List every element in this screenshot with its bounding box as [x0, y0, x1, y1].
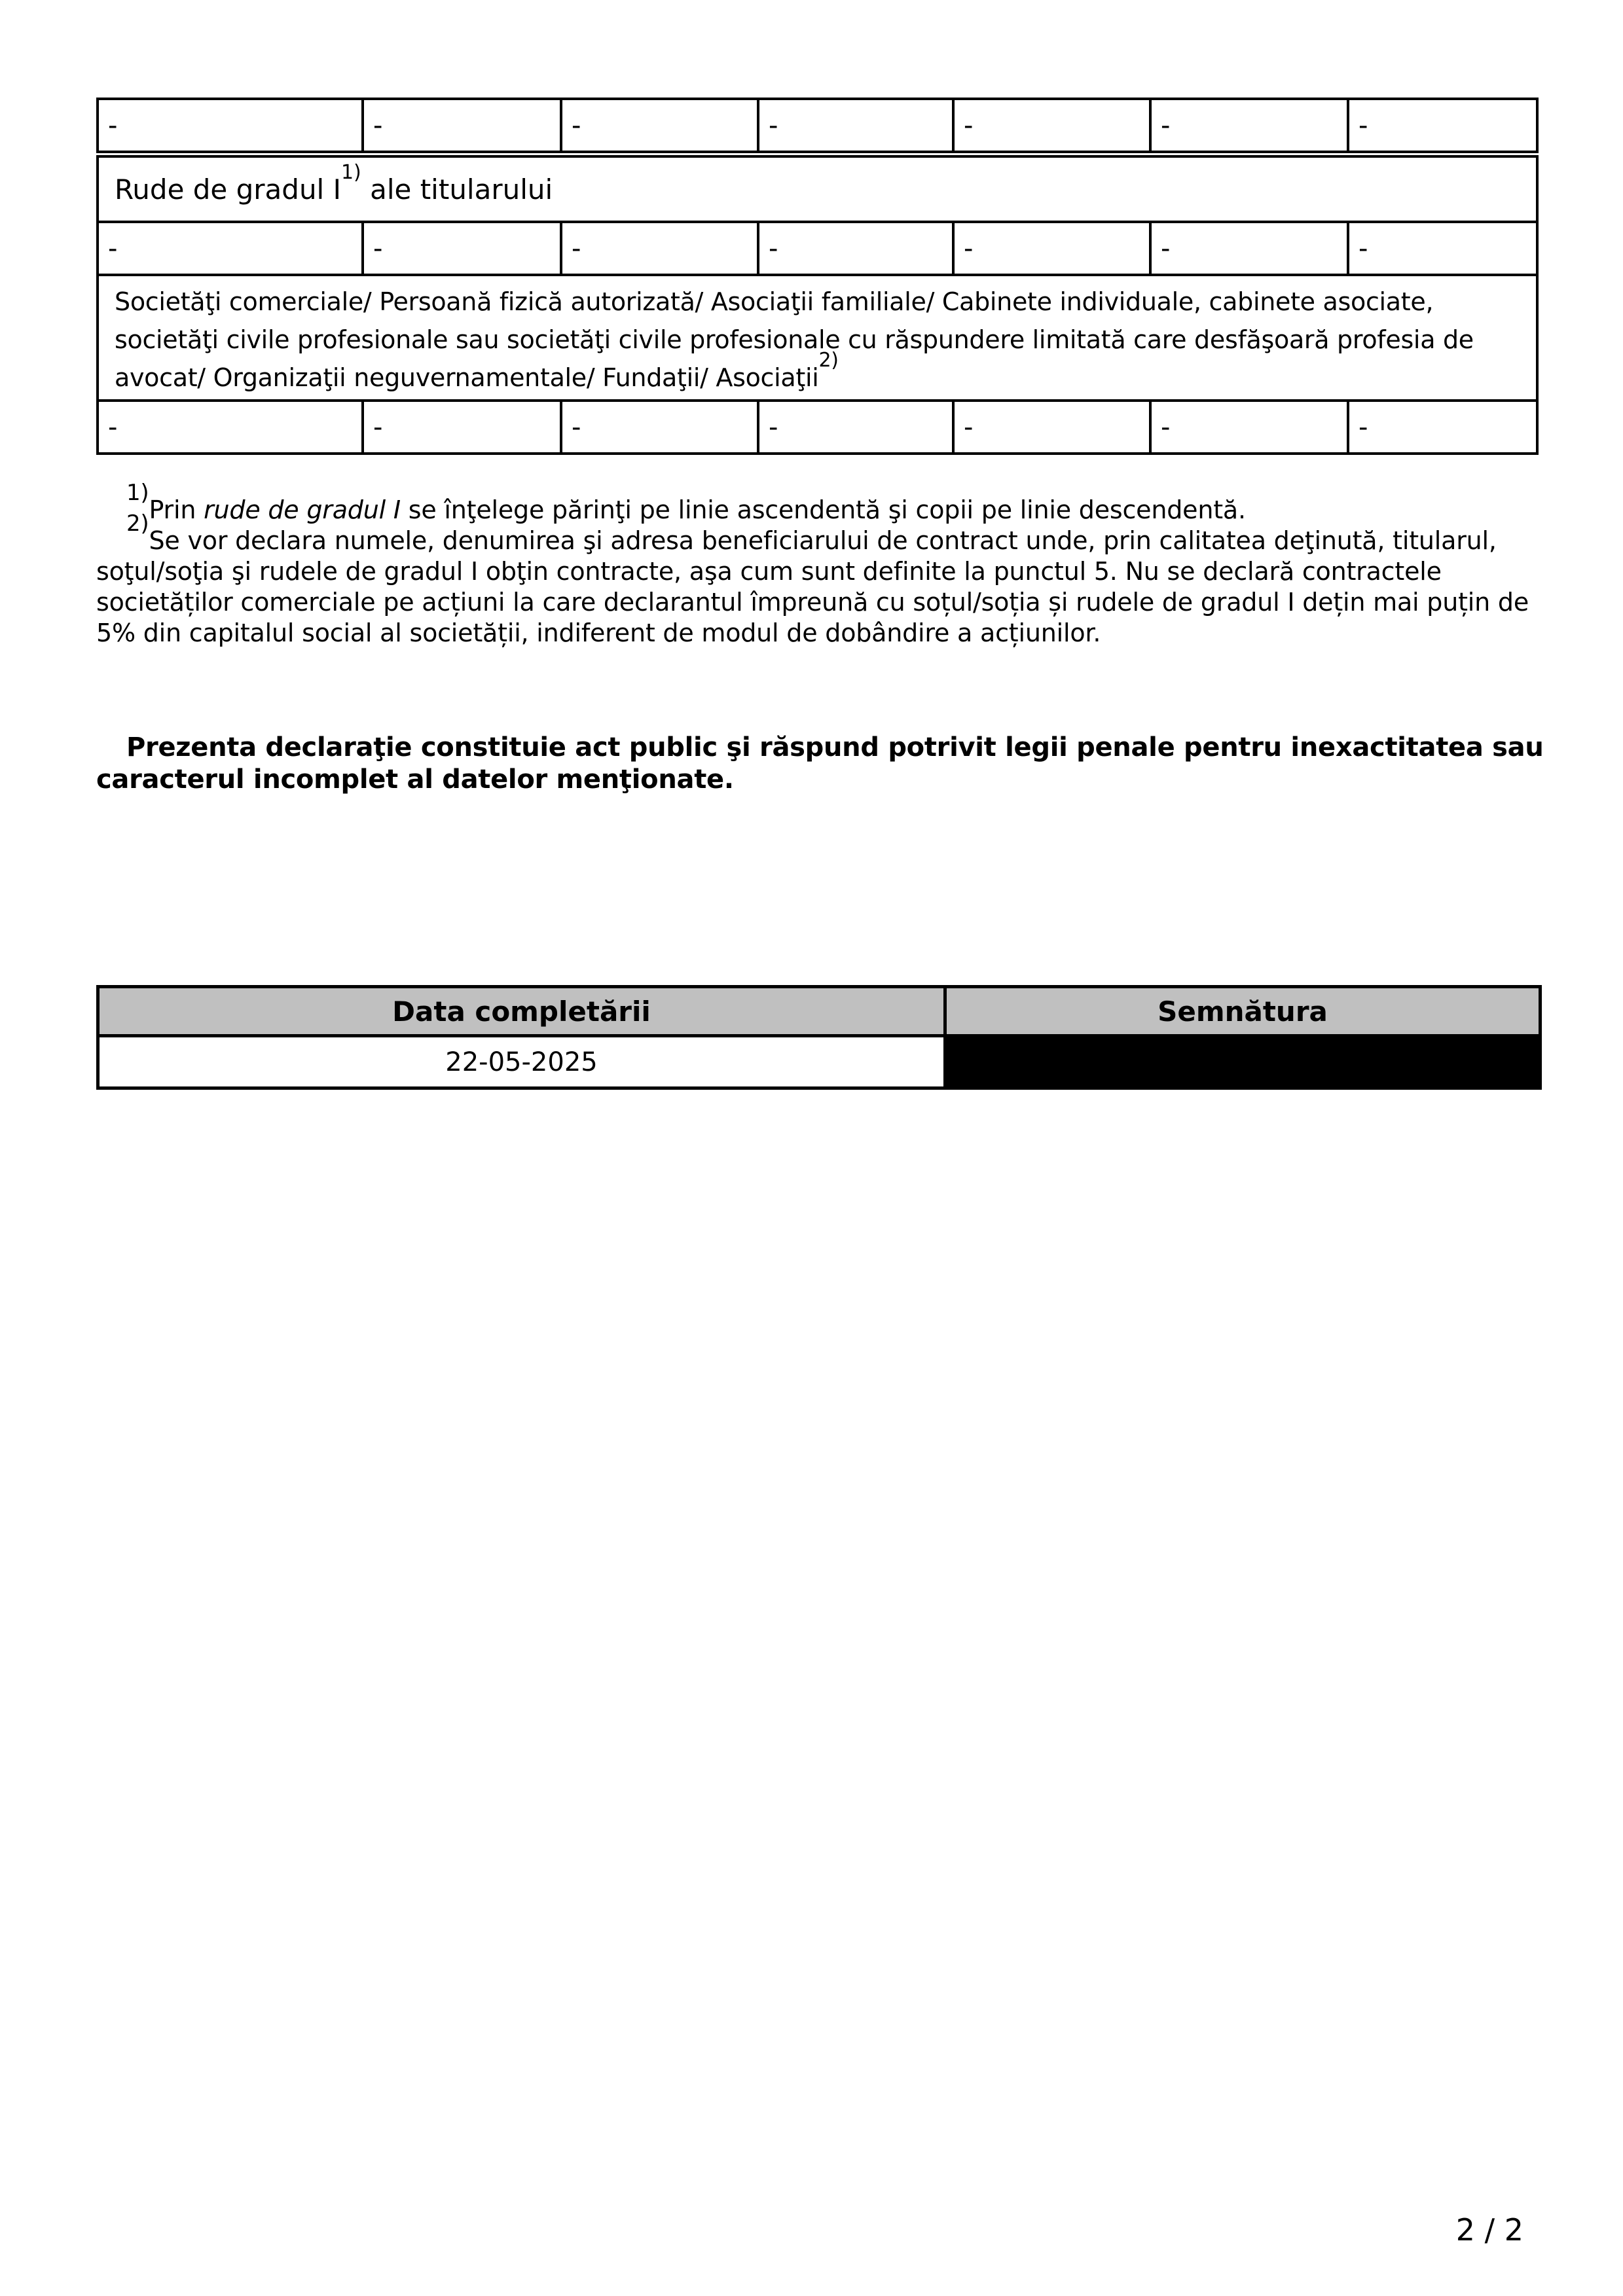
empty-cell: -: [955, 223, 1152, 274]
empty-cell: -: [99, 223, 364, 274]
empty-cell: -: [955, 402, 1152, 452]
empty-cell: -: [562, 100, 759, 151]
footnote-ref-2: 2): [818, 349, 839, 372]
empty-cell: -: [99, 402, 364, 452]
footnote-2: $^{2)}$Se vor declara numele, denumirea şi adresa beneficiarului de contract unde, prin calitatea deţinută, titularul, soţul/soţia şi rudele de gradul I obţin contracte, aşa cum sunt definite la punctul 5. Nu se declară contractele societăților comerciale pe acțiuni la care declarantul împreună cu soțul/soția și rudele de gradul I dețin mai puțin de 5% din capitalul social al societății, indiferent de modul de dobândire a acțiunilor.: [96, 511, 1529, 647]
empty-cell: -: [759, 223, 955, 274]
signature-redaction-box: [945, 1036, 1541, 1088]
contracts-table: [96, 98, 1539, 455]
relatives-section-header-row: [96, 155, 1539, 223]
legal-statement: Prezenta declaraţie constituie act public şi răspund potrivit legii penale pentru inexactitatea sau caracterul incomplet al datelor menţionate.: [96, 732, 1544, 795]
empty-cell: -: [364, 402, 562, 452]
companies-section-title: Societăţi comerciale/ Persoană fizică autorizată/ Asociaţii familiale/ Cabinete individuale, cabinete asociate, societăţi civile profesionale sau societăţi civile profesionale cu răspundere limitată care desfăşoară profesia de avocat/ Organizaţii neguvernamentale/ Fundaţii/ Asociaţii$^{2)}$: [115, 287, 1474, 392]
empty-cell: -: [759, 100, 955, 151]
signature-column-header: Semnătura: [945, 987, 1541, 1036]
page-number: 2 / 2: [1455, 2212, 1523, 2248]
empty-cell: -: [364, 100, 562, 151]
empty-cell: -: [1152, 100, 1349, 151]
empty-cell: -: [562, 223, 759, 274]
empty-cell: -: [562, 402, 759, 452]
date-column-header: Data completării: [98, 987, 945, 1036]
empty-cell: -: [1152, 402, 1349, 452]
empty-cell: -: [364, 223, 562, 274]
footnote-1-italic-term: rude de gradul I: [204, 495, 401, 524]
empty-values-row-1: [96, 98, 1539, 153]
empty-cell: -: [1359, 110, 1368, 141]
completion-table-value-row: [98, 1036, 1541, 1088]
footnote-ref-1: 1): [340, 160, 361, 184]
empty-cell: -: [955, 100, 1152, 151]
empty-cell: -: [1152, 223, 1349, 274]
empty-cell: -: [1359, 233, 1368, 264]
empty-values-row-2: [96, 221, 1539, 276]
empty-cell: -: [759, 402, 955, 452]
completion-table-header-row: [98, 987, 1541, 1036]
footnote-1-marker: 1): [126, 480, 149, 507]
relatives-section-title: Rude de gradul $I^{1)}$ ale titularului: [115, 160, 553, 206]
empty-cell: -: [1359, 412, 1368, 442]
footnotes: [96, 480, 1546, 649]
empty-values-row-3: [96, 399, 1539, 455]
completion-table: [96, 985, 1542, 1090]
companies-section-header-row: [96, 274, 1539, 402]
footnote-1: $^{1)}$Prin rude de gradul I se înţelege părinţi pe linie ascendentă şi copii pe linie descendentă.: [126, 480, 1246, 524]
footnote-2-marker: 2): [126, 511, 149, 537]
completion-date-value: 22-05-2025: [98, 1036, 945, 1088]
empty-cell: -: [99, 100, 364, 151]
